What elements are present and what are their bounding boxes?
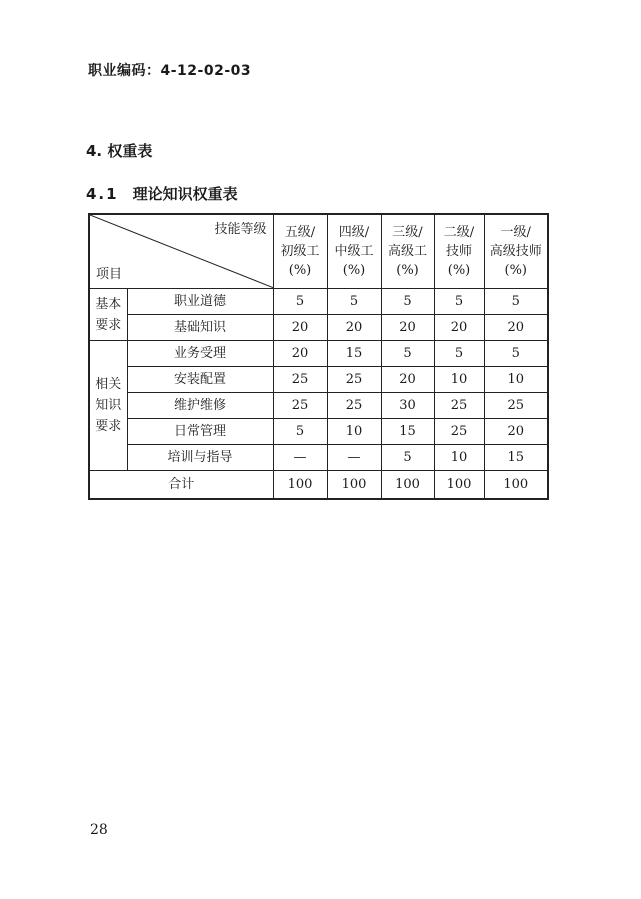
cell-value: 5: [273, 419, 327, 445]
weight-table: [88, 213, 549, 500]
column-header-level5: 五级/ 初级工 (%): [273, 214, 327, 289]
table-header-row: [89, 214, 548, 289]
total-value: 100: [484, 471, 548, 500]
cell-value: 25: [273, 393, 327, 419]
cell-value: 20: [434, 315, 484, 341]
cell-value: 10: [434, 445, 484, 471]
cell-value: 20: [327, 315, 381, 341]
table-row: [89, 367, 548, 393]
page-number: 28: [90, 822, 108, 838]
cell-value: 5: [434, 289, 484, 315]
cell-value: 30: [381, 393, 434, 419]
row-label: 职业道德: [127, 289, 273, 315]
row-label: 日常管理: [127, 419, 273, 445]
subsection-heading: [86, 183, 238, 204]
cell-value: —: [273, 445, 327, 471]
cell-value: 25: [484, 393, 548, 419]
cell-value: 20: [381, 367, 434, 393]
table-row: [89, 289, 548, 315]
diagonal-header-cell: [89, 214, 273, 289]
cell-value: 20: [273, 315, 327, 341]
table-row: [89, 445, 548, 471]
row-label: 业务受理: [127, 341, 273, 367]
cell-value: 5: [381, 341, 434, 367]
cell-value: 20: [484, 419, 548, 445]
total-value: 100: [434, 471, 484, 500]
table-row: [89, 419, 548, 445]
cell-value: 15: [327, 341, 381, 367]
total-label: 合计: [89, 471, 273, 500]
corner-label-item: 项目: [96, 267, 123, 282]
total-value: 100: [273, 471, 327, 500]
cell-value: 15: [381, 419, 434, 445]
cell-value: 20: [484, 315, 548, 341]
occupation-code: 职业编码：4-12-02-03: [88, 63, 252, 79]
cell-value: 25: [327, 393, 381, 419]
cell-value: 20: [381, 315, 434, 341]
cell-value: 5: [434, 341, 484, 367]
cell-value: 10: [434, 367, 484, 393]
row-label: 培训与指导: [127, 445, 273, 471]
cell-value: 25: [434, 419, 484, 445]
row-label: 维护维修: [127, 393, 273, 419]
cell-value: 5: [484, 289, 548, 315]
subsection-title: 理论知识权重表: [132, 185, 238, 203]
column-header-level1: 一级/ 高级技师 (%): [484, 214, 548, 289]
total-value: 100: [381, 471, 434, 500]
subsection-number: 4.1: [86, 185, 119, 203]
category-basic-requirements: 基本 要求: [89, 289, 127, 341]
cell-value: 25: [434, 393, 484, 419]
row-label: 安装配置: [127, 367, 273, 393]
cell-value: —: [327, 445, 381, 471]
column-header-level2: 二级/ 技师 (%): [434, 214, 484, 289]
corner-label-skill-level: 技能等级: [214, 222, 267, 237]
category-related-knowledge: 相关 知识 要求: [89, 341, 127, 471]
cell-value: 5: [273, 289, 327, 315]
cell-value: 5: [484, 341, 548, 367]
cell-value: 10: [327, 419, 381, 445]
table-row: [89, 393, 548, 419]
total-row: [89, 471, 548, 500]
cell-value: 5: [381, 289, 434, 315]
cell-value: 20: [273, 341, 327, 367]
section-heading: 4. 权重表: [86, 142, 153, 160]
column-header-level3: 三级/ 高级工 (%): [381, 214, 434, 289]
cell-value: 15: [484, 445, 548, 471]
cell-value: 5: [327, 289, 381, 315]
table-row: [89, 341, 548, 367]
total-value: 100: [327, 471, 381, 500]
cell-value: 10: [484, 367, 548, 393]
table-row: [89, 315, 548, 341]
cell-value: 25: [327, 367, 381, 393]
row-label: 基础知识: [127, 315, 273, 341]
column-header-level4: 四级/ 中级工 (%): [327, 214, 381, 289]
cell-value: 5: [381, 445, 434, 471]
cell-value: 25: [273, 367, 327, 393]
